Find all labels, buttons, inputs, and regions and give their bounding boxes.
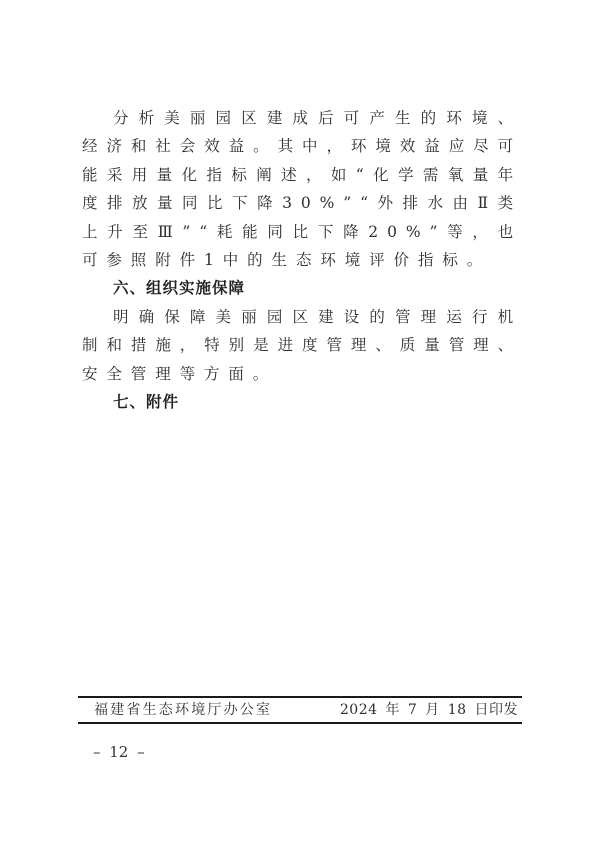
document-body [82,104,522,416]
paragraph-management-mechanism: 明确保障美丽园区建设的管理运行机制和措施，特别是进度管理、质量管理、安全管理等方面。 [82,307,522,383]
imprint-date: 2024 年 7 月 18 日印发 [339,702,518,718]
page-number: – 12 – [93,743,145,761]
section-heading-attachments: 七、附件 [113,393,180,412]
section-heading-implementation-guarantee: 六、组织实施保障 [113,279,246,298]
imprint-issuer: 福建省生态环境厅办公室 [94,702,273,718]
imprint-block [78,696,522,724]
paragraph-benefits-analysis: 分析美丽园区建成后可产生的环境、经济和社会效益。其中，环境效益应尽可能采用量化指标阐述，如“化学需氧量年度排放量同比下降30%”“外排水由Ⅱ类上升至Ⅲ”“耗能同比下降20%”等，也可参照附件1中的生态环境评价指标。 [82,109,522,270]
